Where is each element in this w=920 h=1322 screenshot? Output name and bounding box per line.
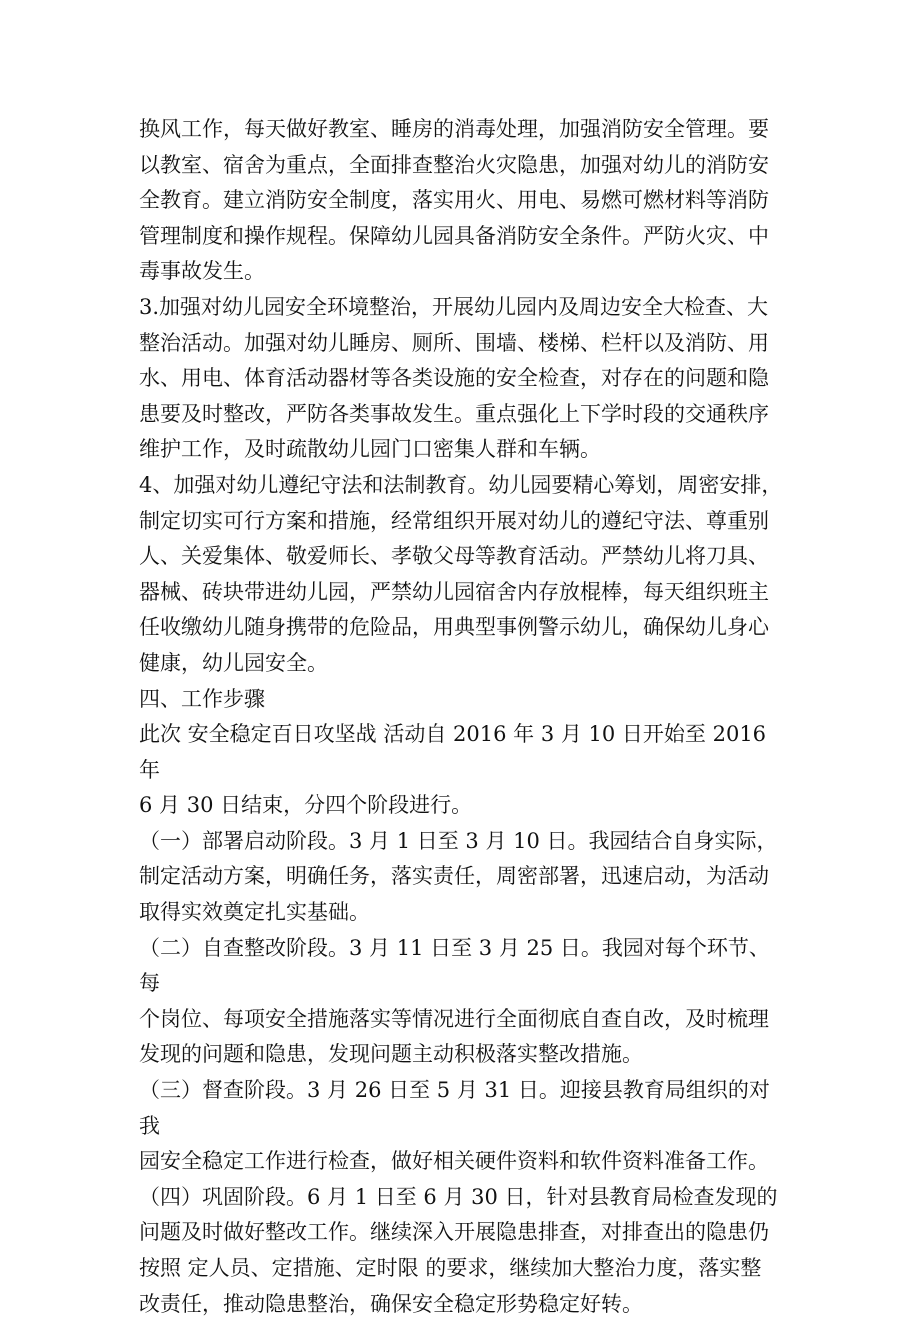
paragraph-environment-rectification: 3.加强对幼儿园安全环境整治，开展幼儿园内及周边安全大检查、大 整治活动。加强对幼儿睡房、厕所、围墙、楼梯、栏杆以及消防、用 水、用电、体育活动器材等各类设施的安全检查，对存在的问题和隐 患要及时整改，严防各类事故发生。重点强化上下学时段的交通秩序 维护工作，及时疏散幼儿园门口密集人群和车辆。 [139,294,769,462]
section-heading-work-steps: 四、工作步骤 [139,686,265,711]
paragraph-activity-overview: 此次 安全稳定百日攻坚战 活动自 2016 年 3 月 10 日开始至 2016 年 6 月 30 日结束，分四个阶段进行。 [139,722,767,818]
paragraph-stage-4-consolidation: （四）巩固阶段。6 月 1 日至 6 月 30 日，针对县教育局检查发现的 问题及时做好整改工作。继续深入开展隐患排查，对排查出的隐患仍 按照 定人员、定措施、定时限 的要求，继续加大整治力度，落实整 改责任，推动隐患整治，确保安全稳定形势稳定好转。 [139,1184,778,1316]
paragraph-stage-1-launch: （一）部署启动阶段。3 月 1 日至 3 月 10 日。我园结合自身实际， 制定活动方案，明确任务，落实责任，周密部署，迅速启动，为活动 取得实效奠定扎实基础。 [139,828,778,925]
paragraph-law-education: 4、加强对幼儿遵纪守法和法制教育。幼儿园要精心筹划，周密安排， 制定切实可行方案和措施，经常组织开展对幼儿的遵纪守法、尊重别 人、关爱集体、敬爱师长、孝敬父母等教育活动。严禁幼儿将刀具、 器械、砖块带进幼儿园，严禁幼儿园宿舍内存放棍棒，每天组织班主 任收缴幼儿随身携带的危险品，用典型事例警示幼儿，确保幼儿身心 健康，幼儿园安全。 [139,472,783,675]
paragraph-stage-2-self-inspection: （二）自查整改阶段。3 月 11 日至 3 月 25 日。我园对每个环节、每 个岗位、每项安全措施落实等情况进行全面彻底自查自改，及时梳理 发现的问题和隐患，发现问题主动积极落实整改措施。 [139,935,770,1067]
paragraph-stage-3-supervision: （三）督查阶段。3 月 26 日至 5 月 31 日。迎接县教育局组织的对我 园安全稳定工作进行检查，做好相关硬件资料和软件资料准备工作。 [139,1078,770,1174]
paragraph-fire-safety: 换风工作，每天做好教室、睡房的消毒处理，加强消防安全管理。要 以教室、宿舍为重点，全面排查整治火灾隐患，加强对幼儿的消防安 全教育。建立消防安全制度，落实用火、用电、易燃可燃材料等消防 管理制度和操作规程。保障幼儿园具备消防安全条件。严防火灾、中 毒事故发生。 [139,117,769,284]
document-body [139,112,789,1322]
